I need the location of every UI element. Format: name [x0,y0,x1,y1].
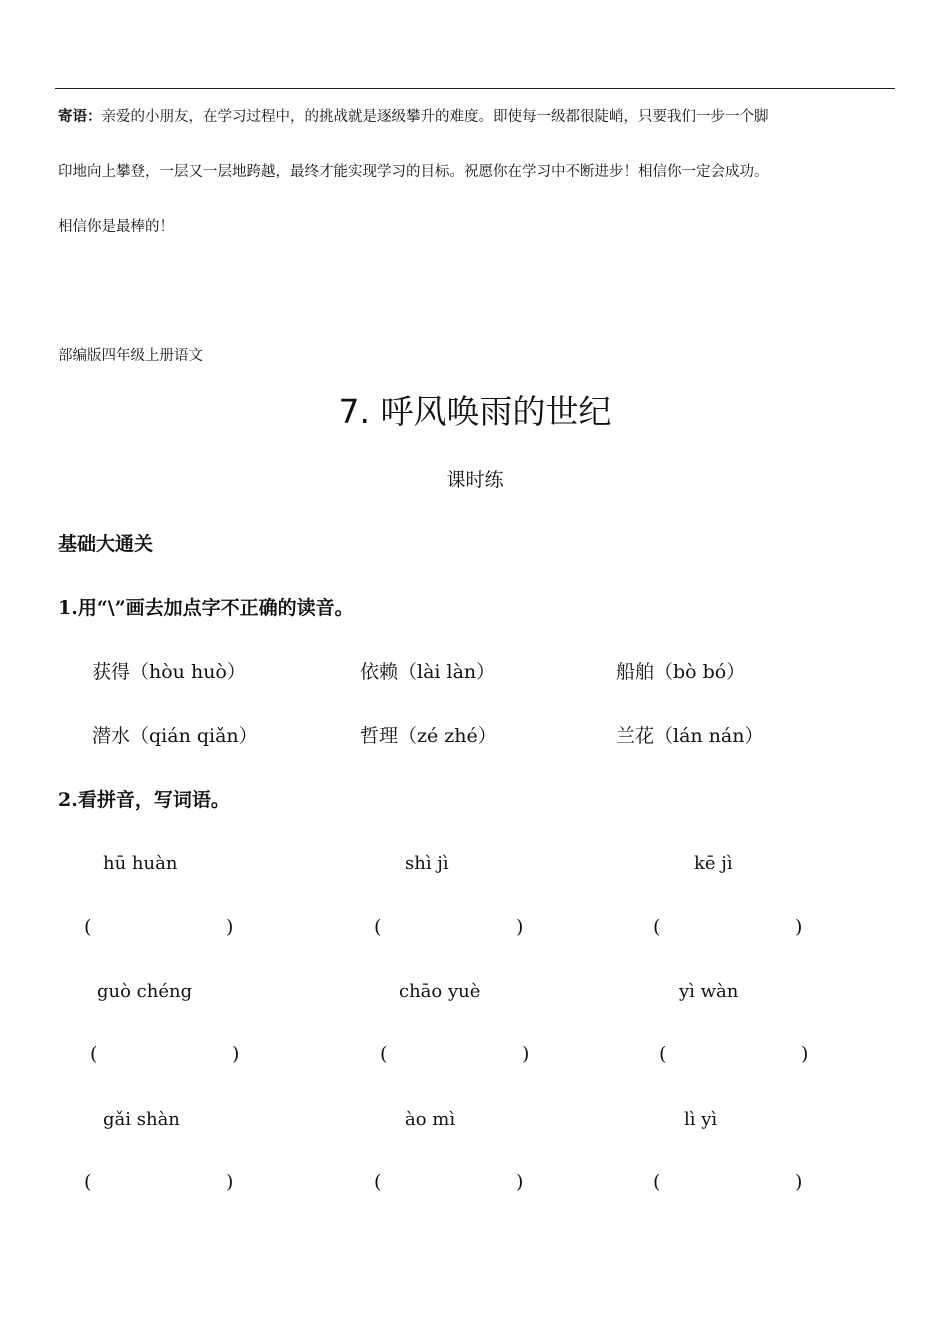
q1-item: 兰花（lán nán） [616,725,764,747]
pinyin-prompt: gǎi shàn [103,1109,180,1130]
pinyin-prompt: chāo yuè [399,981,481,1002]
intro-text-1: 亲爱的小朋友，在学习过程中，的挑战就是逐级攀升的难度。即使每一级都很陡峭，只要我们一步一个脚 [101,109,769,125]
intro-line-1 [58,107,769,127]
q1-item: 船舶（bò bó） [616,661,746,683]
answer-blank[interactable]: ( ) [653,916,803,938]
header-rule [55,88,895,89]
pinyin-prompt: yì wàn [679,981,739,1002]
q1-item: 哲理（zé zhé） [360,725,497,747]
subject-label: 部编版四年级上册语文 [58,348,203,364]
pinyin-prompt: kē jì [694,853,733,874]
answer-blank[interactable]: ( ) [90,1043,240,1065]
pinyin-prompt: shì jì [405,853,449,874]
pinyin-prompt: lì yì [684,1109,718,1130]
intro-line-3: 相信你是最棒的！ [58,219,174,235]
answer-blank[interactable]: ( ) [84,916,234,938]
pinyin-prompt: guò chéng [97,981,193,1002]
question-1-prompt: 1.用“\”画去加点字不正确的读音。 [58,597,354,619]
section-heading: 基础大通关 [58,533,154,555]
answer-blank[interactable]: ( ) [659,1043,809,1065]
answer-blank[interactable]: ( ) [374,1171,524,1193]
question-2-prompt: 2.看拼音，写词语。 [58,789,230,811]
q1-item: 获得（hòu huò） [92,661,246,683]
intro-label: 寄语： [58,108,102,125]
answer-blank[interactable]: ( ) [374,916,524,938]
answer-blank[interactable]: ( ) [380,1043,530,1065]
q1-item: 潜水（qián qiǎn） [92,725,258,747]
pinyin-prompt: hū huàn [103,853,178,874]
page-subtitle: 课时练 [446,469,504,491]
pinyin-prompt: ào mì [405,1109,456,1130]
answer-blank[interactable]: ( ) [653,1171,803,1193]
answer-blank[interactable]: ( ) [84,1171,234,1193]
page-title: 7. 呼风唤雨的世纪 [338,392,612,431]
intro-line-2: 印地向上攀登，一层又一层地跨越，最终才能实现学习的目标。祝愿你在学习中不断进步！相信你一定会成功。 [58,164,769,180]
q1-item: 依赖（lài làn） [360,661,496,683]
